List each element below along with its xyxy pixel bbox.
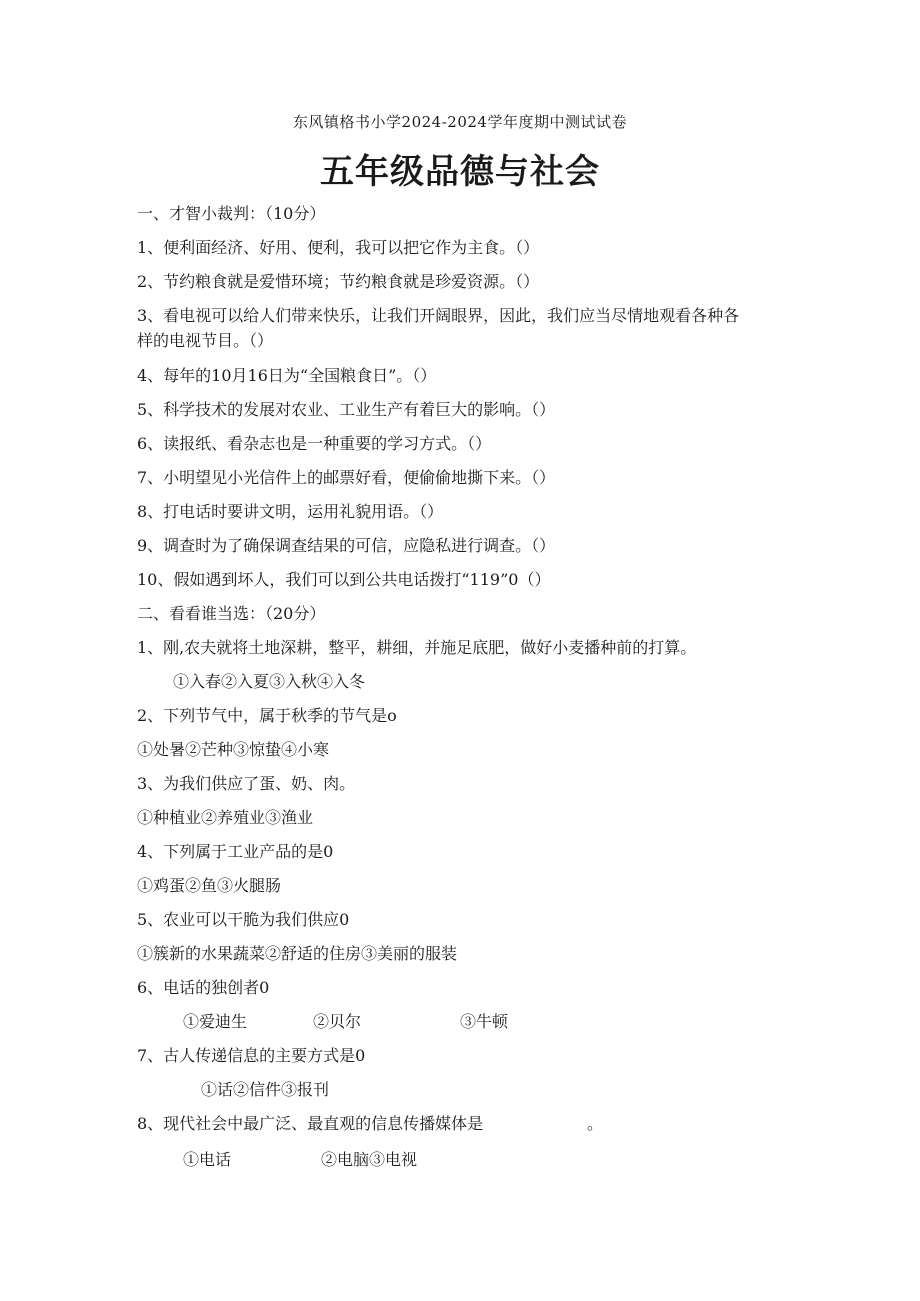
page-title: 五年级品德与社会 [320, 152, 600, 192]
list-item: 4、每年的10月16日为“全国粮食日”。（） [137, 366, 437, 385]
question-7: 7、古人传递信息的主要方式是0 [137, 1046, 366, 1065]
question-6: 6、电话的独创者0 [137, 978, 270, 997]
question-8-option-b: ②电脑③电视 [321, 1150, 418, 1169]
list-item: 10、假如遇到坏人，我们可以到公共电话拨打“119”0（） [137, 570, 551, 589]
question-1-options: ①入春②入夏③入秋④入冬 [173, 672, 366, 691]
school-line: 东风镇格书小学2024-2024学年度期中测试试卷 [293, 113, 627, 131]
list-item: 9、调查时为了确保调查结果的可信，应隐私进行调查。（） [137, 536, 556, 555]
list-item: 5、科学技术的发展对农业、工业生产有着巨大的影响。（） [137, 400, 556, 419]
question-2-options: ①处暑②芒种③惊蛰④小寒 [137, 740, 330, 759]
list-item: 6、读报纸、看杂志也是一种重要的学习方式。（） [137, 434, 492, 453]
section2-heading: 二、看看谁当选：（20分） [137, 604, 326, 623]
list-item: 7、小明望见小光信件上的邮票好看，便偷偷地撕下来。（） [137, 468, 556, 487]
question-5: 5、农业可以干脆为我们供应0 [137, 910, 350, 929]
list-item: 8、打电话时要讲文明，运用礼貌用语。（） [137, 502, 444, 521]
question-3: 3、为我们供应了蛋、奶、肉。 [137, 774, 356, 793]
question-6-option-b: ②贝尔 [313, 1012, 362, 1031]
question-6-option-a: ①爱迪生 [183, 1012, 248, 1031]
question-2: 2、下列节气中，属于秋季的节气是o [137, 706, 397, 725]
question-8: 8、现代社会中最广泛、最直观的信息传播媒体是 [137, 1114, 484, 1133]
question-5-options: ①簇新的水果蔬菜②舒适的住房③美丽的服装 [137, 944, 458, 963]
list-item: 2、节约粮食就是爱惜环境；节约粮食就是珍爱资源。（） [137, 272, 540, 291]
list-item: 1、便利面经济、好用、便利，我可以把它作为主食。（） [137, 238, 540, 257]
list-item: 样的电视节目。（） [137, 331, 274, 350]
question-8-option-a: ①电话 [183, 1150, 232, 1169]
question-4: 4、下列属于工业产品的是0 [137, 842, 334, 861]
question-4-options: ①鸡蛋②鱼③火腿肠 [137, 876, 282, 895]
question-8-end-mark: 。 [587, 1114, 604, 1133]
list-item: 3、看电视可以给人们带来快乐，让我们开阔眼界，因此，我们应当尽情地观看各种各 [137, 306, 740, 325]
question-3-options: ①种植业②养殖业③渔业 [137, 808, 314, 827]
section1-heading: 一、才智小裁判：（10分） [137, 204, 326, 223]
question-1: 1、刚,农夫就将土地深耕，整平，耕细，并施足底肥，做好小麦播种前的打算。 [137, 638, 697, 657]
question-6-option-c: ③牛顿 [460, 1012, 509, 1031]
question-7-options: ①话②信件③报刊 [201, 1080, 330, 1099]
